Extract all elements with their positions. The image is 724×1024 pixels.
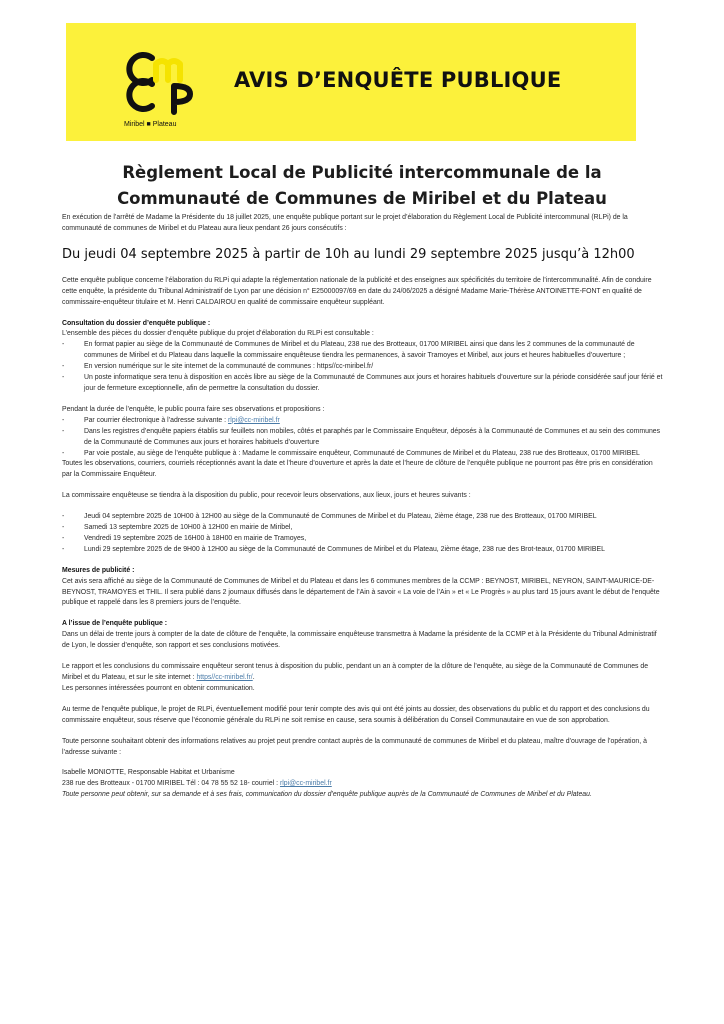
publicite-heading: Mesures de publicité : bbox=[62, 566, 135, 574]
email-prefix: Par courrier électronique à l’adresse suivante : bbox=[84, 416, 229, 424]
ccmp-logo bbox=[122, 50, 198, 130]
rapport-prefix: Le rapport et les conclusions du commissaire enquêteur seront tenus à disposition du public, pendant un an à compter de la clôture de l’enquête, au siège de la Communauté de Communes de Miribel et du Plateau, et sur le site internet : bbox=[62, 663, 649, 681]
list-item: - Lundi 29 septembre 2025 de de 9H00 à 12H00 au siège de la Communauté de Communes de Miribel et du Plateau, 2ième étage, 238 rue des Brot-teaux, 01700 MIRIBEL bbox=[62, 545, 664, 556]
contact-note: Toute personne peut obtenir, sur sa demande et à ses frais, communication du dossier d’enquête publique auprès de la Communauté de Communes de Miribel et du Plateau. bbox=[62, 791, 592, 799]
contact-email-link[interactable]: rlpi@cc-miribel.fr bbox=[279, 780, 332, 788]
website-link[interactable]: https//cc-miribel.fr/ bbox=[196, 674, 253, 681]
notice-title: AVIS D’ENQUÊTE PUBLIQUE bbox=[234, 68, 562, 92]
header-banner bbox=[66, 23, 636, 141]
contact-address bbox=[62, 779, 664, 790]
permanences-lead: La commissaire enquêteuse se tiendra à la disposition du public, pour recevoir leurs observations, aux lieux, jours et heures suivants : bbox=[62, 492, 471, 500]
issue-heading: A l’issue de l’enquête publique : bbox=[62, 620, 168, 628]
email-link[interactable]: rlpi@cc-miribel.fr bbox=[228, 416, 280, 424]
observations-lead: Pendant la durée de l’enquête, le public pourra faire ses observations et propositions : bbox=[62, 405, 325, 413]
interested-paragraph: Les personnes intéressées pourront en obtenir communication. bbox=[62, 684, 255, 692]
intro-paragraph: En exécution de l’arrêté de Madame la Présidente du 18 juillet 2025, une enquête publique portant sur le projet d’élaboration du Règlement Local de Publicité intercommunal (RLPi) de la communauté de communes de Miribel et du Plateau aura lieux pendant 26 jours consécutifs : bbox=[62, 214, 628, 232]
contact-name: Isabelle MONIOTTE, Responsable Habitat et Urbanisme bbox=[62, 769, 235, 777]
list-item: - Jeudi 04 septembre 2025 de 10H00 à 12H00 au siège de la Communauté de Communes de Miribel et du Plateau, 2ième étage, 238 rue des Brotteaux, 01700 MIRIBEL bbox=[62, 512, 664, 523]
issue-paragraph: Dans un délai de trente jours à compter de la date de clôture de l’enquête, la commissaire enquêteuse transmettra à Madame la présidente de la CCMP et à la Présidente du Tribunal Administratif de Lyon, le dossier d’enquête, son rapport et ses conclusions motivées. bbox=[62, 631, 657, 650]
observations-list bbox=[62, 416, 664, 460]
observations-closing: Toutes les observations, courriers, courriels réceptionnés avant la date et l’heure d’ouverture et après la date et l’heure de clôture de l’enquête publique ne pourront pas être pris en considération par la Commissaire Enquêteur. bbox=[62, 460, 653, 479]
contact-lead: Toute personne souhaitant obtenir des informations relatives au projet peut prendre contact auprès de la communauté de communes de Miribel et du plateau, maître d’ouvrage de l’opération, à l’adresse suivante : bbox=[62, 737, 647, 756]
consultation-lead: L’ensemble des pièces du dossier d’enquête publique du projet d’élaboration du RLPi est consultable : bbox=[62, 330, 374, 338]
list-item: - Samedi 13 septembre 2025 de 10H00 à 12H00 en mairie de Miribel, bbox=[62, 523, 664, 534]
rapport-paragraph bbox=[62, 662, 664, 684]
title-line-2: Communauté de Communes de Miribel et du Plateau bbox=[117, 189, 607, 208]
permanences-list bbox=[62, 512, 664, 556]
logo-subtitle: Miribel ■ Plateau bbox=[124, 121, 177, 128]
document-title bbox=[60, 160, 664, 212]
enquiry-dates-heading: Du jeudi 04 septembre 2025 à partir de 10h au lundi 29 septembre 2025 jusqu’à 12h00 bbox=[62, 246, 635, 262]
list-item: - Par voie postale, au siège de l’enquête publique à : Madame le commissaire enquêteur, Communauté de Communes de Miribel et du Plateau, 238 rue des Brotteaux, 01700 MIRIBEL bbox=[62, 449, 664, 460]
list-item: - Vendredi 19 septembre 2025 de 16H00 à 18H00 en mairie de Tramoyes, bbox=[62, 534, 664, 545]
list-item: - En format papier au siège de la Communauté de Communes de Miribel et du Plateau, 238 rue des Brotteaux, 01700 MIRIBEL ainsi que dans les 2 communes de la communauté de communes de Miribel et du Plateau dans laquelle la commissaire enquêteuse tiendra les permanences, à savoir Tramoyes et Miribel, aux jours et heures habituelles d’ouverture ; bbox=[62, 340, 664, 362]
list-item bbox=[62, 416, 664, 427]
list-item: - En version numérique sur le site internet de la communauté de communes : https//cc-miribel.fr/ bbox=[62, 362, 664, 373]
contact-address-text: 238 rue des Brotteaux - 01700 MIRIBEL Tél : 04 78 55 52 18- courriel : bbox=[62, 780, 280, 788]
list-item: - Dans les registres d’enquête papiers établis sur feuillets non mobiles, côtés et paraphés par le Commissaire Enquêteur, déposés à la Communauté de Communes et au sein des communes de la Communauté de Communes aux jours et horaires habituels d’ouverture bbox=[62, 427, 664, 449]
publicite-paragraph: Cet avis sera affiché au siège de la Communauté de Communes de Miribel et du Plateau et dans les 6 communes membres de la CCMP : BEYNOST, MIRIBEL, NEYRON, SAINT-MAURICE-DE-BEYNOST, TRAMOYES et THIL. Il sera publié dans 2 journaux diffusés dans le département de l’Ain à savoir « La voie de l’Ain » et « Le Progrès » au plus tard 15 jours avant le début de l’enquête publique et rappelé dans les 8 premiers jours de l’enquête. bbox=[62, 577, 660, 607]
rapport-suffix: . bbox=[252, 674, 255, 681]
consultation-heading: Consultation du dossier d’enquête publique : bbox=[62, 319, 211, 327]
approval-paragraph: Au terme de l’enquête publique, le projet de RLPi, éventuellement modifié pour tenir compte des avis qui ont été joints au dossier, des observations du public et du rapport et des conclusions du commissaire enquêteur, sous réserve que l’économie générale du RLPi ne soit remise en cause, sera soumis à délibération du Conseil Communautaire en vue de son approbation. bbox=[62, 705, 650, 724]
consultation-list bbox=[62, 340, 664, 395]
title-line-1: Règlement Local de Publicité intercommunale de la bbox=[122, 163, 602, 182]
notice-body bbox=[62, 213, 664, 801]
purpose-paragraph: Cette enquête publique concerne l’élaboration du RLPi qui adapte la réglementation nationale de la publicité et des enseignes aux spécificités du territoire de l’intercommunalité. Afin de conduire cette enquête, la présidente du Tribunal Administratif de Lyon par une décision n° E25000097/69 en date du 24/06/2025 a désigné Madame Marie-Thérèse ANTOINETTE-FONT en qualité de commissaire-enquêteur titulaire et M. Henri CALDAIROU en qualité de commissaire enquêteur suppléant. bbox=[62, 276, 652, 306]
list-item: - Un poste informatique sera tenu à disposition en accès libre au siège de la Communauté de Communes aux jours et horaires habituels d’ouverture sur la période considérée sauf jour férié et jour de fermeture exceptionnelle, afin de permettre la consultation du dossier. bbox=[62, 373, 664, 395]
